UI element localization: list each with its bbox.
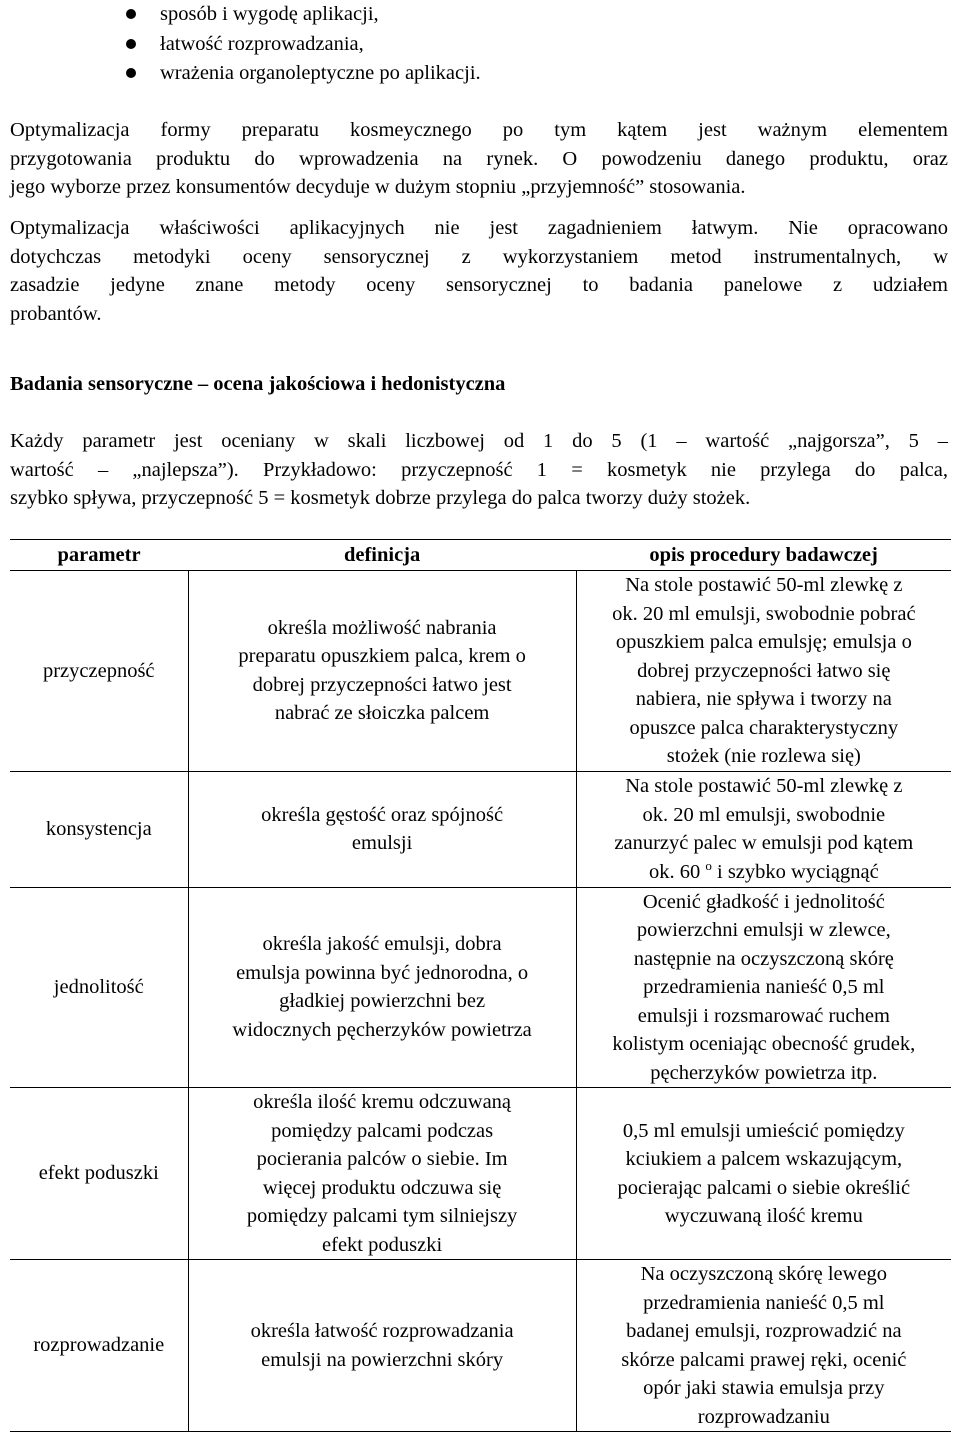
degree-superscript: o <box>705 857 712 873</box>
paragraph-line: Każdy parametr jest oceniany w skali liczbowej od 1 do 5 (1 – wartość „najgorsza”, 5 – <box>10 430 948 452</box>
procedure-cell: Na oczyszczoną skórę lewego przedramienia nanieść 0,5 ml badanej emulsji, rozprowadzić na skórze palcami prawej ręki, ocenić opór jaki stawia emulsja przy rozprowadzaniu <box>576 1260 951 1432</box>
parameter-cell: rozprowadzanie <box>10 1260 188 1432</box>
parameter-cell: jednolitość <box>10 887 188 1088</box>
paragraph-line: wartość – „najlepsza”). Przykładowo: przyczepność 1 = kosmetyk nie przylega do palca, <box>10 458 948 481</box>
column-header-parametr: parametr <box>10 540 188 571</box>
paragraph-line: Optymalizacja właściwości aplikacyjnych nie jest zagadnieniem łatwym. Nie opracowano <box>10 217 948 239</box>
list-item: sposób i wygodę aplikacji, <box>160 0 379 29</box>
table-row <box>10 1088 951 1260</box>
paragraph-line: zasadzie jedyne znane metody oceny sensorycznej to badania panelowe z udziałem <box>10 274 948 296</box>
paragraph-skala-oceny <box>10 427 948 513</box>
procedure-cell: Na stole postawić 50-ml zlewkę z ok. 20 ml emulsji, swobodnie pobrać opuszkiem palca emulsję; emulsja o dobrej przyczepności łatwo się nabiera, nie spływa i tworzy na opuszce palca charakterystyczny stożek (nie rozlewa się) <box>576 571 951 772</box>
table-row <box>10 1260 951 1432</box>
definition-cell: określa ilość kremu odczuwaną pomiędzy palcami podczas pocierania palców o siebie. Im więcej produktu odczuwa się pomiędzy palcami tym silniejszy efekt poduszki <box>188 1088 576 1260</box>
paragraph-optymalizacja-formy <box>10 116 948 202</box>
procedure-cell: Ocenić gładkość i jednolitość powierzchni emulsji w zlewce, następnie na oczyszczoną skórę przedramienia nanieść 0,5 ml emulsji i rozsmarować ruchem kolistym oceniając obecność grudek, pęcherzyków powietrza itp. <box>576 887 951 1088</box>
procedure-cell: 0,5 ml emulsji umieścić pomiędzy kciukiem a palcem wskazującym, pocierając palcami o siebie określić wyczuwaną ilość kremu <box>576 1088 951 1260</box>
parameter-cell: przyczepność <box>10 571 188 772</box>
bullet-icon <box>126 68 136 78</box>
paragraph-line: przygotowania produktu do wprowadzenia na rynek. O powodzeniu danego produktu, oraz <box>10 147 948 170</box>
paragraph-line: Optymalizacja formy preparatu kosmeycznego po tym kątem jest ważnym elementem <box>10 119 948 141</box>
table-header-row <box>10 540 951 571</box>
parameters-table <box>10 539 951 1432</box>
definition-cell: określa jakość emulsji, dobra emulsja powinna być jednorodna, o gładkiej powierzchni bez widocznych pęcherzyków powietrza <box>188 887 576 1088</box>
table-row <box>10 887 951 1088</box>
table-row <box>10 571 951 772</box>
definition-cell: określa możliwość nabrania preparatu opuszkiem palca, krem o dobrej przyczepności łatwo jest nabrać ze słoiczka palcem <box>188 571 576 772</box>
parameter-cell: konsystencja <box>10 771 188 887</box>
column-header-opis-procedury: opis procedury badawczej <box>576 540 951 571</box>
parameter-cell: efekt poduszki <box>10 1088 188 1260</box>
paragraph-line: szybko spływa, przyczepność 5 = kosmetyk dobrze przylega do palca tworzy duży stożek. <box>10 487 751 509</box>
bullet-icon <box>126 9 136 19</box>
paragraph-line: probantów. <box>10 302 102 325</box>
paragraph-optymalizacja-wlasciwosci <box>10 214 948 328</box>
paragraph-line: jego wyborze przez konsumentów decyduje w dużym stopniu „przyjemność” stosowania. <box>10 176 746 198</box>
definition-cell: określa gęstość oraz spójność emulsji <box>188 771 576 887</box>
definition-cell: określa łatwość rozprowadzania emulsji na powierzchni skóry <box>188 1260 576 1432</box>
table-row <box>10 771 951 887</box>
list-item: wrażenia organoleptyczne po aplikacji. <box>160 59 481 88</box>
bullet-icon <box>126 39 136 49</box>
procedure-cell: Na stole postawić 50-ml zlewkę z ok. 20 ml emulsji, swobodnie zanurzyć palec w emulsji pod kątem ok. 60 $^o$ i szybko wyciągnąć <box>576 771 951 887</box>
paragraph-line: dotychczas metodyki oceny sensorycznej z wykorzystaniem metod instrumentalnych, w <box>10 245 948 268</box>
column-header-definicja: definicja <box>188 540 576 571</box>
list-item: łatwość rozprowadzania, <box>160 30 364 59</box>
section-heading: Badania sensoryczne – ocena jakościowa i hedonistyczna <box>10 373 506 395</box>
